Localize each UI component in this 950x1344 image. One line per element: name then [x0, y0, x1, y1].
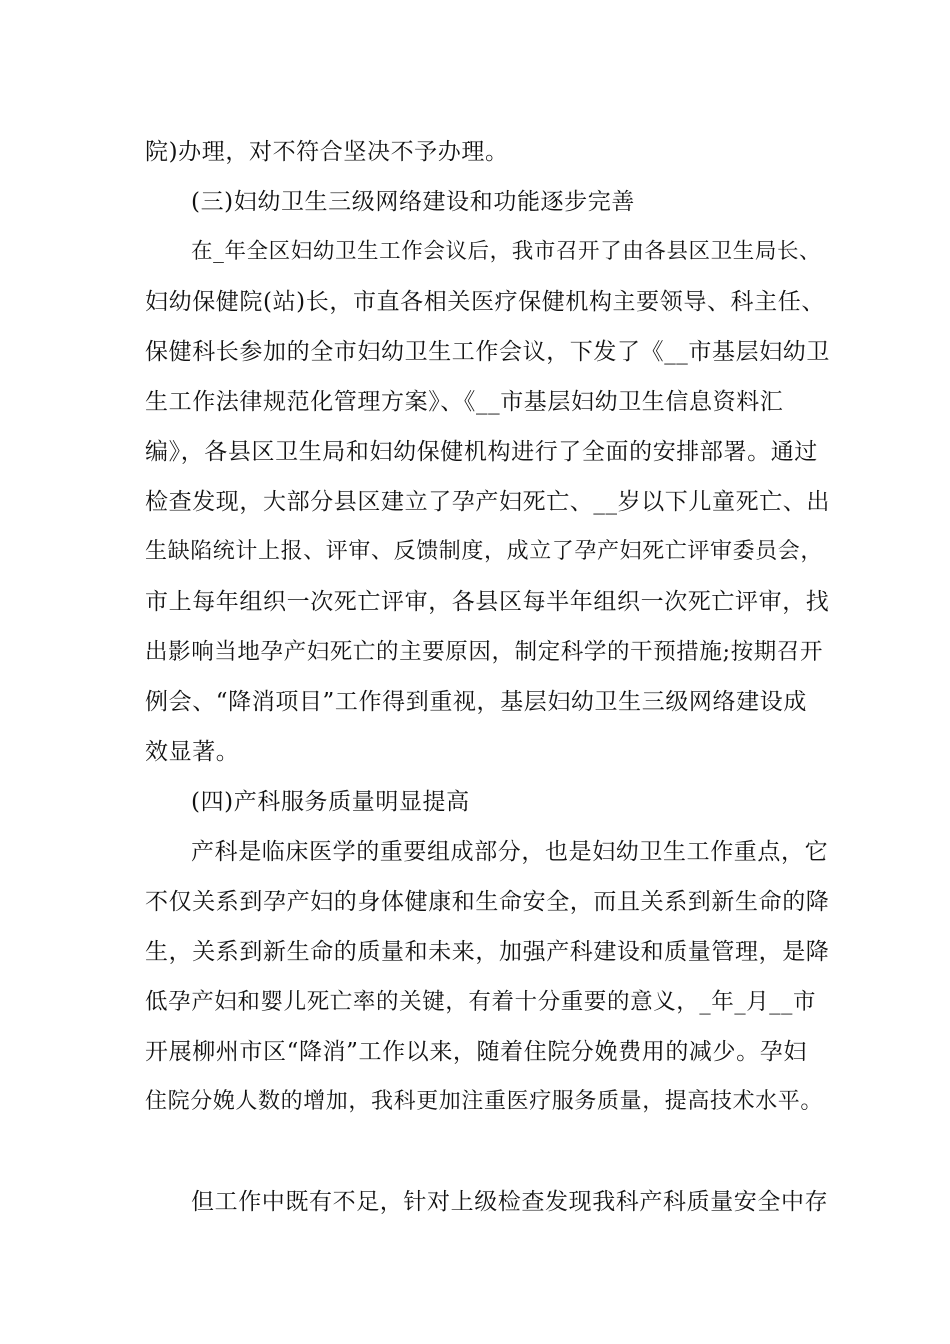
text-line: 生工作法律规范化管理方案》、《__市基层妇幼卫生信息资料汇	[145, 389, 784, 415]
text-line: 市上每年组织一次死亡评审，各县区每半年组织一次死亡评审，找	[145, 589, 830, 615]
text-line: 检查发现，大部分县区建立了孕产妇死亡、__岁以下儿童死亡、出	[145, 489, 830, 515]
text-line: 出影响当地孕产妇死亡的主要原因，制定科学的干预措施;按期召开	[145, 639, 824, 665]
text-line: 编》，各县区卫生局和妇幼保健机构进行了全面的安排部署。通过	[145, 439, 818, 465]
text-line: 但工作中既有不足，针对上级检查发现我科产科质量安全中存	[191, 1189, 829, 1215]
text-line: 生缺陷统计上报、评审、反馈制度，成立了孕产妇死亡评审委员会，	[145, 539, 824, 564]
text-line: 不仅关系到孕产妇的身体健康和生命安全，而且关系到新生命的降	[145, 889, 830, 915]
text-line: 低孕产妇和婴儿死亡率的关键，有着十分重要的意义，_年_月__市	[145, 989, 817, 1015]
text-line: 妇幼保健院(站)长，市直各相关医疗保健机构主要领导、科主任、	[145, 289, 825, 315]
text-line: 住院分娩人数的增加，我科更加注重医疗服务质量，提高技术水平。	[145, 1089, 824, 1114]
text-line: 例会、“降消项目”工作得到重视，基层妇幼卫生三级网络建设成	[145, 689, 807, 715]
text-line: 产科是临床医学的重要组成部分，也是妇幼卫生工作重点，它	[191, 839, 829, 865]
text-line: 开展柳州市区“降消”工作以来，随着住院分娩费用的减少。孕妇	[145, 1039, 807, 1065]
text-line: 保健科长参加的全市妇幼卫生工作会议，下发了《__市基层妇幼卫	[145, 339, 830, 365]
text-line: 在_年全区妇幼卫生工作会议后，我市召开了由各县区卫生局长、	[191, 239, 822, 264]
text-line: 生，关系到新生命的质量和未来，加强产科建设和质量管理，是降	[145, 939, 830, 965]
section-heading: (三)妇幼卫生三级网络建设和功能逐步完善	[191, 189, 635, 215]
text-line: 效显著。	[145, 739, 240, 765]
section-heading: (四)产科服务质量明显提高	[191, 789, 470, 815]
text-line: 院)办理，对不符合坚决不予办理。	[145, 139, 509, 165]
